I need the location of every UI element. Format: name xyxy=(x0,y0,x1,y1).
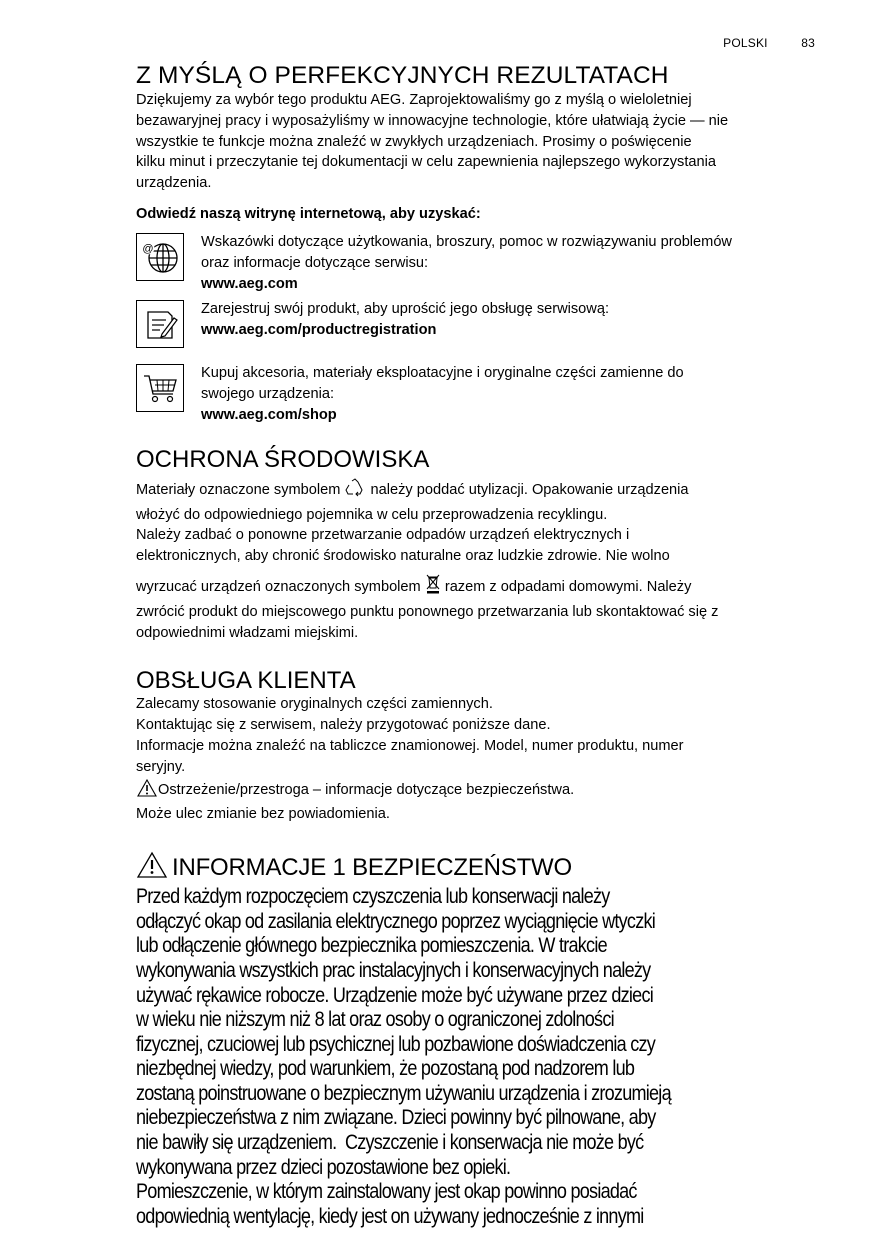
safety-line: Pomieszczenie, w którym zainstalowany jest okap powinno posiadać xyxy=(136,1179,637,1204)
safety-line: nie bawiły się urządzeniem. Czyszczenie i konserwacja nie może być xyxy=(136,1130,644,1155)
environment-text: razem z odpadami domowymi. Należy xyxy=(444,578,692,595)
customer-service-title: OBSŁUGA KLIENTA xyxy=(136,667,356,695)
environment-text: wyrzucać urządzeń oznaczonych symbolem xyxy=(136,578,421,595)
link-description: oraz informacje dotyczące serwisu: xyxy=(201,254,429,271)
environment-title: OCHRONA ŚRODOWISKA xyxy=(136,445,430,473)
safety-line: zostaną poinstruowane o bezpiecznym używaniu urządzenia i zrozumieją xyxy=(136,1080,671,1105)
safety-line: Przed każdym rozpoczęciem czyszczenia lub konserwacji należy xyxy=(136,884,610,909)
intro-line: bezawaryjnej pracy i wyposażyliśmy w innowacyjne technologie, które ułatwiają życie — nie xyxy=(136,112,729,129)
customer-service-line: Zalecamy stosowanie oryginalnych części zamiennych. xyxy=(136,696,493,713)
safety-paragraph xyxy=(136,884,816,1228)
customer-service-section xyxy=(136,667,816,825)
product-registration-icon xyxy=(136,300,184,348)
safety-line: odłączyć okap od zasilania elektrycznego poprzez wyciągnięcie wtyczki xyxy=(136,908,656,933)
warning-text: Ostrzeżenie/przestroga – informacje dotyczące bezpieczeństwa. xyxy=(158,781,575,798)
environment-line xyxy=(136,573,816,602)
environment-line: odpowiednimi władzami miejskimi. xyxy=(136,624,359,641)
intro-paragraph xyxy=(136,90,816,194)
shopping-cart-icon xyxy=(136,364,184,412)
page-header xyxy=(723,36,815,50)
intro-line: kilku minut i przeczytanie tej dokumentacji w celu zapewnienia najlepszego wykorzystania xyxy=(136,154,716,171)
safety-title: INFORMACJE 1 BEZPIECZEŃSTWO xyxy=(172,853,572,881)
link-description: Kupuj akcesoria, materiały eksploatacyjne i oryginalne części zamienne do xyxy=(201,365,684,382)
customer-service-warning xyxy=(136,778,816,805)
customer-service-line: Informacje można znaleźć na tabliczce znamionowej. Model, numer produktu, numer xyxy=(136,737,684,754)
intro-line: urządzenia. xyxy=(136,175,212,192)
link-url-registration[interactable]: www.aeg.com/productregistration xyxy=(201,322,437,339)
customer-service-line: Kontaktując się z serwisem, należy przygotować poniższe dane. xyxy=(136,717,551,734)
safety-line: odpowiednią wentylację, kiedy jest on używany jednocześnie z innymi xyxy=(136,1203,644,1228)
safety-line: niebezpieczeństwa z nim związane. Dzieci powinny być pilnowane, aby xyxy=(136,1105,656,1130)
svg-text:@: @ xyxy=(142,242,154,255)
visit-website-title: Odwiedź naszą witrynę internetową, aby uzyskać: xyxy=(136,205,481,222)
link-description: Zarejestruj swój produkt, aby uprościć jego obsługę serwisową: xyxy=(201,301,610,318)
safety-line: lub odłączenie głównego bezpiecznika pomieszczenia. W trakcie xyxy=(136,933,607,958)
page-content xyxy=(136,62,816,1228)
link-text-shop xyxy=(201,363,684,425)
warning-icon xyxy=(136,778,158,805)
link-description: Wskazówki dotyczące użytkowania, broszury, pomoc w rozwiązywaniu problemów xyxy=(201,233,732,250)
recycling-icon xyxy=(344,478,366,505)
globe-web-icon xyxy=(136,233,184,281)
environment-line: zwrócić produkt do miejscowego punktu ponownego przetwarzania lub skontaktować się z xyxy=(136,603,719,620)
environment-text: należy poddać utylizacji. Opakowanie urządzenia xyxy=(370,481,689,498)
link-row-shop xyxy=(136,364,816,425)
intro-title: Z MYŚLĄ O PERFEKCYJNYCH REZULTATACH xyxy=(136,62,669,89)
environment-line xyxy=(136,478,816,505)
safety-line: w wieku nie niższym niż 8 lat oraz osoby o ograniczonej zdolności xyxy=(136,1007,614,1032)
safety-title-row xyxy=(136,851,816,884)
link-url-shop[interactable]: www.aeg.com/shop xyxy=(201,406,337,423)
environment-line: Należy zadbać o ponowne przetwarzanie odpadów urządzeń elektrycznych i xyxy=(136,527,630,544)
environment-text: Materiały oznaczone symbolem xyxy=(136,481,341,498)
link-row-support xyxy=(136,233,816,294)
environment-section xyxy=(136,446,816,644)
environment-line: elektronicznych, aby chronić środowisko naturalne oraz ludzkie zdrowie. Nie wolno xyxy=(136,548,670,565)
link-description: swojego urządzenia: xyxy=(201,386,335,403)
customer-service-line: seryjny. xyxy=(136,758,186,775)
link-text-registration xyxy=(201,299,609,341)
intro-line: wszystkie te funkcje można znaleźć w zwykłych urządzeniach. Prosimy o poświęcenie xyxy=(136,133,692,150)
link-row-registration xyxy=(136,300,816,348)
link-url-aeg[interactable]: www.aeg.com xyxy=(201,275,298,292)
safety-line: używać rękawice robocze. Urządzenie może być używane przez dzieci xyxy=(136,982,653,1007)
customer-service-line: Może ulec zmianie bez powiadomienia. xyxy=(136,806,390,823)
link-text-support xyxy=(201,232,732,294)
header-language: POLSKI xyxy=(723,36,768,50)
safety-line: wykonywana przez dzieci pozostawione bez opieki. xyxy=(136,1154,511,1179)
safety-line: fizycznej, czuciowej lub psychicznej lub pozbawione doświadczenia czy xyxy=(136,1031,656,1056)
crossed-bin-icon xyxy=(425,573,441,602)
safety-line: niezbędnej wiedzy, pod warunkiem, że pozostaną pod nadzorem lub xyxy=(136,1056,635,1081)
safety-line: wykonywania wszystkich prac instalacyjnych i konserwacyjnych należy xyxy=(136,957,651,982)
intro-line: Dziękujemy za wybór tego produktu AEG. Zaprojektowaliśmy go z myślą o wieloletniej xyxy=(136,92,692,108)
warning-icon xyxy=(136,851,168,884)
page-number: 83 xyxy=(801,36,815,50)
environment-line: włożyć do odpowiedniego pojemnika w celu przeprowadzenia recyklingu. xyxy=(136,506,608,523)
